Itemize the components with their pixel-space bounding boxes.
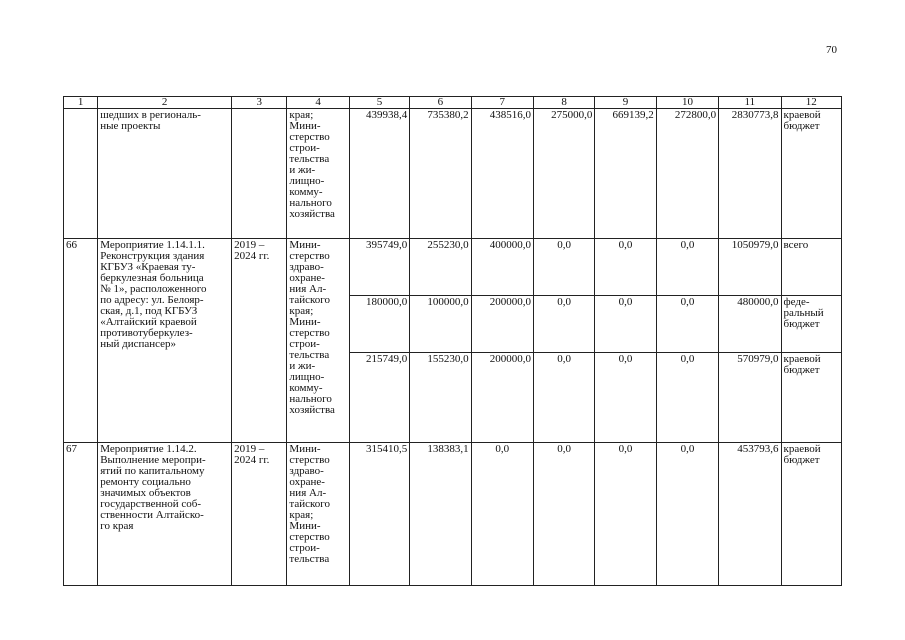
- value-cell: 200000,0: [471, 353, 533, 443]
- funding-source-cell: всего: [781, 239, 841, 296]
- value-cell: 0,0: [595, 296, 656, 353]
- value-cell: 2830773,8: [719, 109, 781, 239]
- funding-source-cell: краевой бюджет: [781, 443, 841, 586]
- header-cell: 11: [719, 97, 781, 109]
- header-cell: 9: [595, 97, 656, 109]
- period-cell: 2019 – 2024 гг.: [232, 239, 287, 443]
- activity-name-cell: Мероприятие 1.14.1.1. Реконструкция здания КГБУЗ «Краевая ту- беркулезная больница № 1», расположенного по адресу: ул. Белояр- ская, д.1, под КГБУЗ «Алтайский краевой противотуберкулез- ный диспансер»: [98, 239, 232, 443]
- value-cell: 180000,0: [349, 296, 409, 353]
- value-cell: 0,0: [656, 239, 718, 296]
- executor-cell: края; Мини- стерство строи- тельства и жи- лищно- комму- нального хозяйства: [287, 109, 349, 239]
- value-cell: 1050979,0: [719, 239, 781, 296]
- value-cell: 669139,2: [595, 109, 656, 239]
- activity-name-cell: Мероприятие 1.14.2. Выполнение меропри- ятий по капитальному ремонту социально значимых объектов государственной соб- ственности Алтайско- го края: [98, 443, 232, 586]
- row-number-cell: [64, 109, 98, 239]
- value-cell: 0,0: [533, 443, 594, 586]
- value-cell: 480000,0: [719, 296, 781, 353]
- value-cell: 315410,5: [349, 443, 409, 586]
- value-cell: 395749,0: [349, 239, 409, 296]
- value-cell: 100000,0: [410, 296, 471, 353]
- value-cell: 200000,0: [471, 296, 533, 353]
- value-cell: 215749,0: [349, 353, 409, 443]
- value-cell: 275000,0: [533, 109, 594, 239]
- value-cell: 570979,0: [719, 353, 781, 443]
- header-cell: 8: [533, 97, 594, 109]
- page-number: 70: [826, 44, 837, 56]
- value-cell: 0,0: [656, 296, 718, 353]
- period-cell: 2019 – 2024 гг.: [232, 443, 287, 586]
- header-cell: 2: [98, 97, 232, 109]
- header-cell: 5: [349, 97, 409, 109]
- table-row-66: [64, 239, 842, 296]
- executor-cell: Мини- стерство здраво- охране- ния Ал- тайского края; Мини- стерство строи- тельства: [287, 443, 349, 586]
- funding-source-cell: краевой бюджет: [781, 109, 841, 239]
- value-cell: 0,0: [533, 353, 594, 443]
- value-cell: 735380,2: [410, 109, 471, 239]
- header-row: [64, 97, 842, 109]
- table-row-continued: [64, 109, 842, 239]
- value-cell: 138383,1: [410, 443, 471, 586]
- value-cell: 0,0: [595, 443, 656, 586]
- value-cell: 400000,0: [471, 239, 533, 296]
- value-cell: 453793,6: [719, 443, 781, 586]
- funding-source-cell: феде- ральный бюджет: [781, 296, 841, 353]
- executor-cell: Мини- стерство здраво- охране- ния Ал- тайского края; Мини- стерство строи- тельства и жи- лищно- комму- нального хозяйства: [287, 239, 349, 443]
- value-cell: 155230,0: [410, 353, 471, 443]
- value-cell: 0,0: [533, 239, 594, 296]
- budget-table: [63, 96, 842, 586]
- header-cell: 12: [781, 97, 841, 109]
- value-cell: 0,0: [471, 443, 533, 586]
- period-cell: [232, 109, 287, 239]
- value-cell: 0,0: [656, 443, 718, 586]
- table-row-67: [64, 443, 842, 586]
- activity-name-cell: шедших в региональ- ные проекты: [98, 109, 232, 239]
- value-cell: 0,0: [595, 239, 656, 296]
- header-cell: 7: [471, 97, 533, 109]
- funding-source-cell: краевой бюджет: [781, 353, 841, 443]
- value-cell: 438516,0: [471, 109, 533, 239]
- value-cell: 272800,0: [656, 109, 718, 239]
- value-cell: 255230,0: [410, 239, 471, 296]
- header-cell: 6: [410, 97, 471, 109]
- row-number-cell: 66: [64, 239, 98, 443]
- header-cell: 4: [287, 97, 349, 109]
- value-cell: 439938,4: [349, 109, 409, 239]
- value-cell: 0,0: [595, 353, 656, 443]
- header-cell: 3: [232, 97, 287, 109]
- value-cell: 0,0: [656, 353, 718, 443]
- header-cell: 1: [64, 97, 98, 109]
- value-cell: 0,0: [533, 296, 594, 353]
- row-number-cell: 67: [64, 443, 98, 586]
- header-cell: 10: [656, 97, 718, 109]
